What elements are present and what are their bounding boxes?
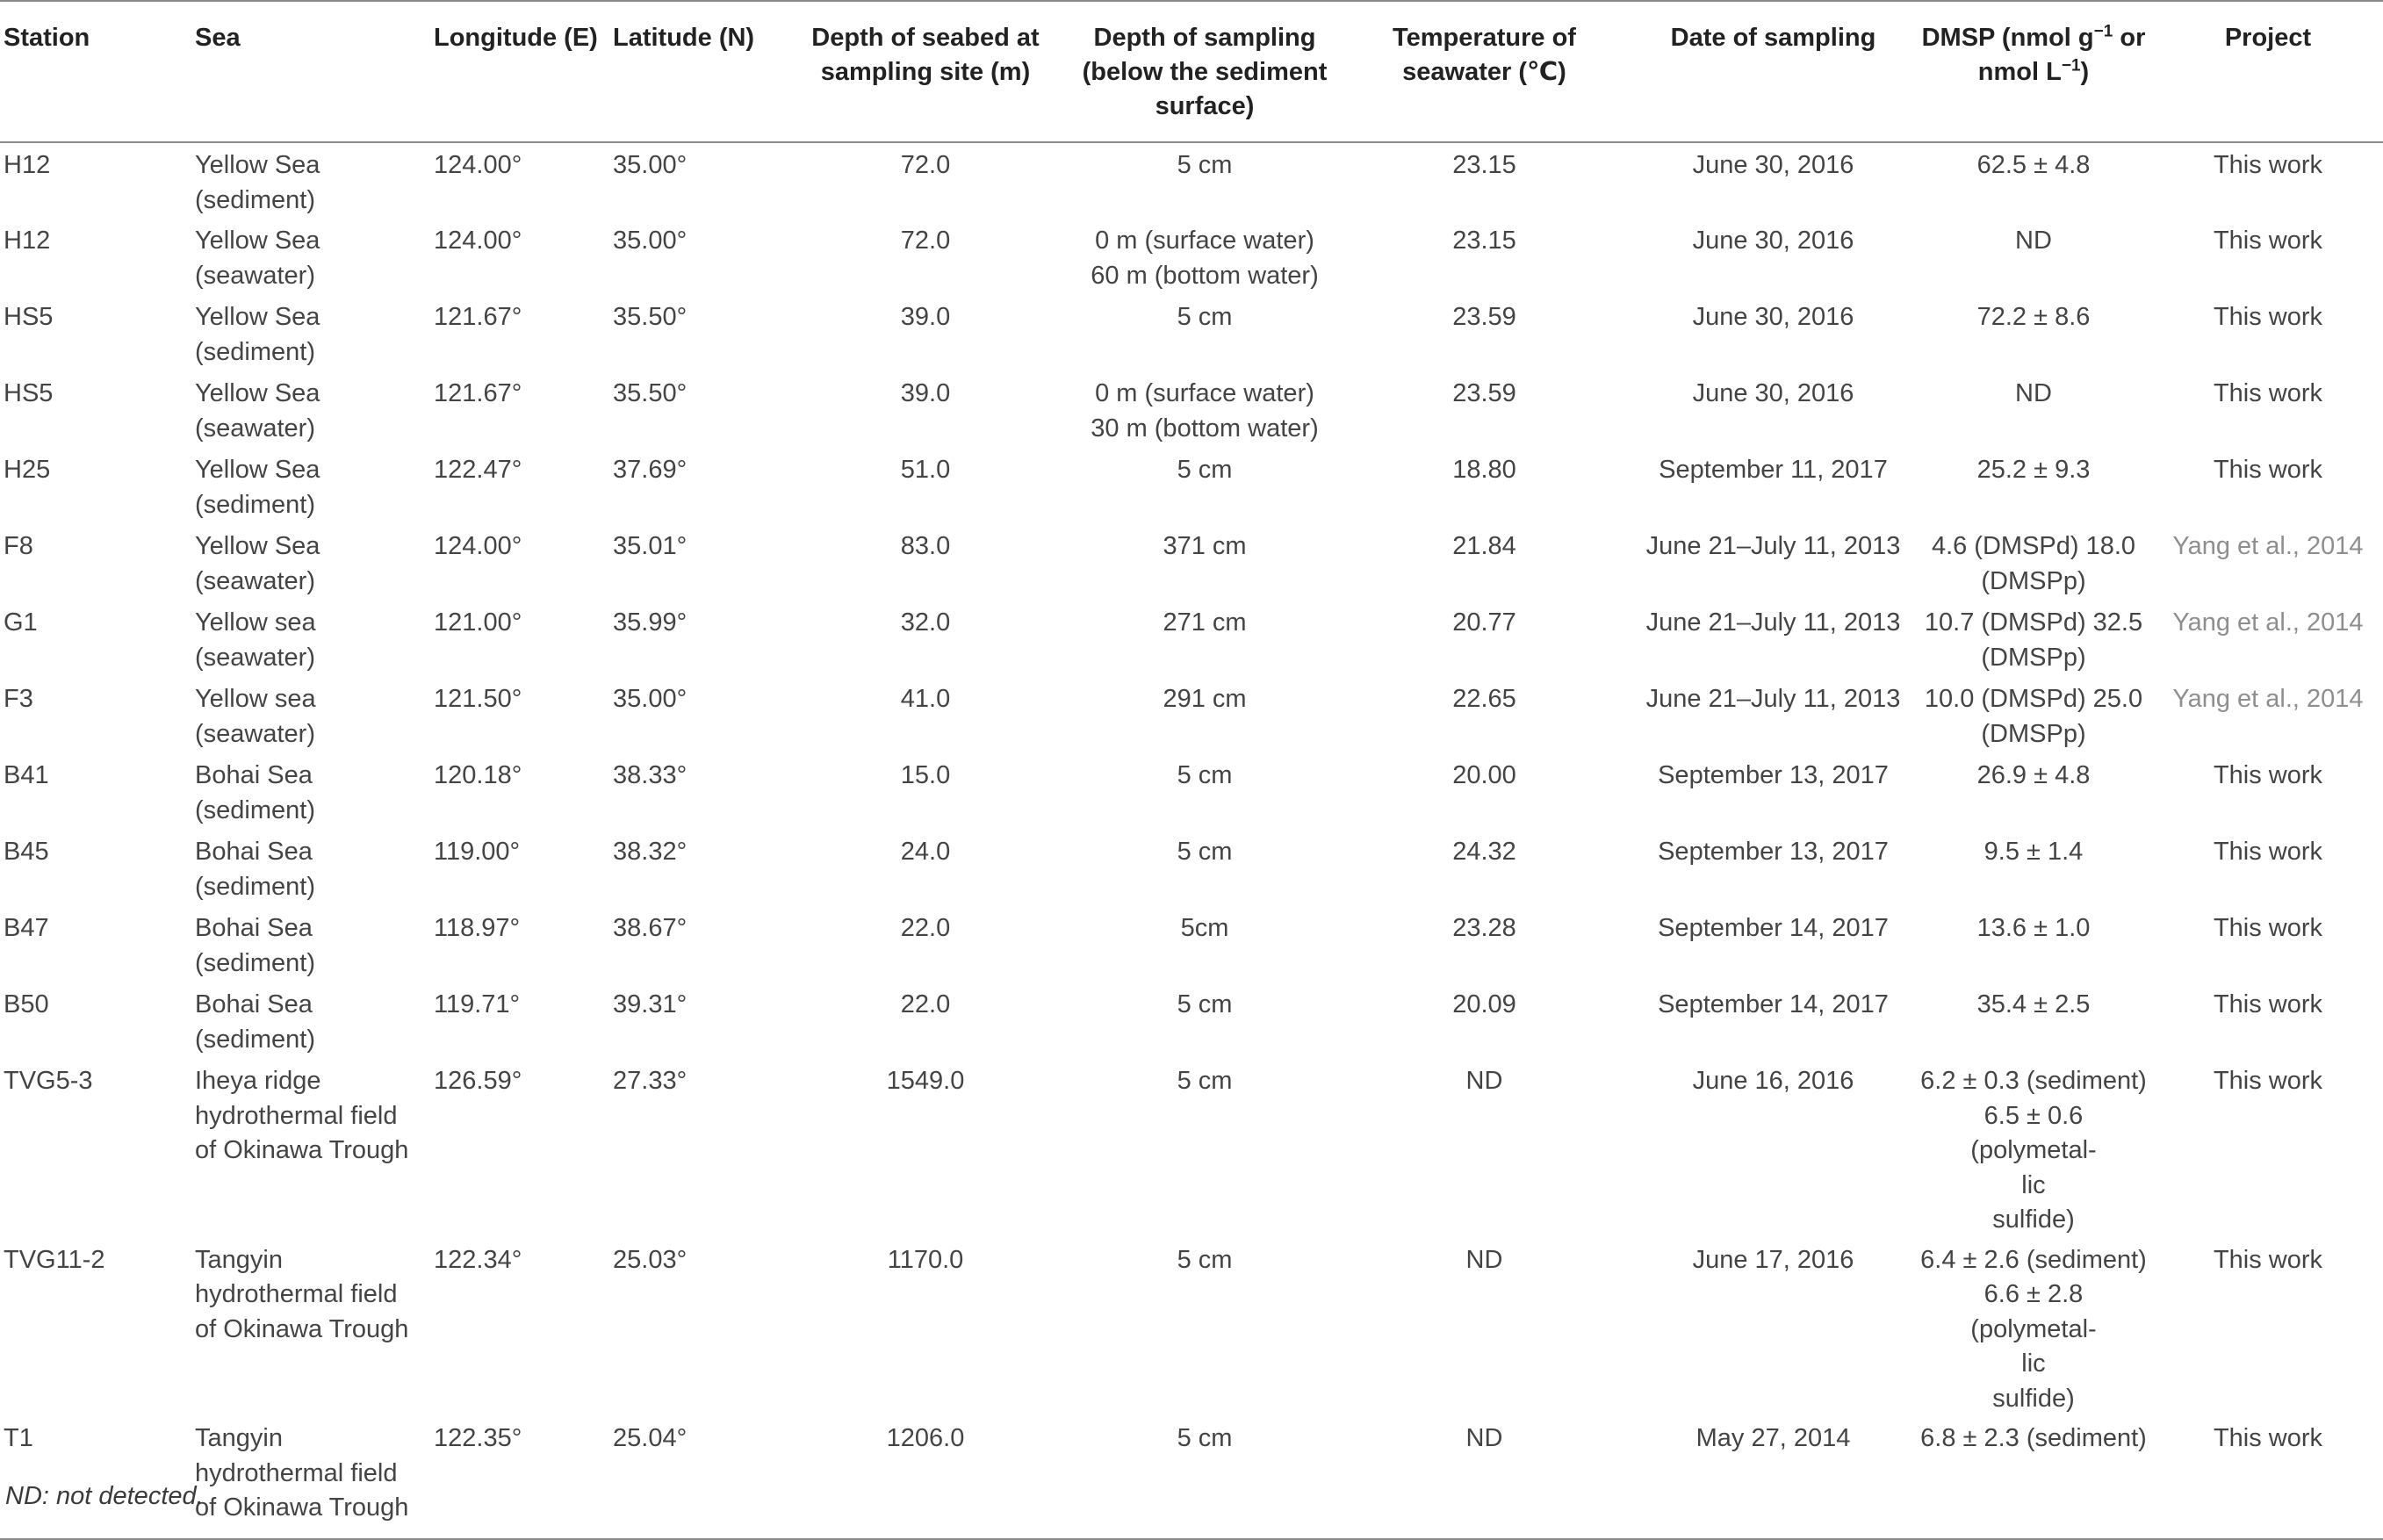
cell-longitude: 121.50° (434, 685, 522, 713)
cell-project: This work (2213, 456, 2323, 484)
cell-station: T1 (0, 1416, 191, 1539)
cell-temperature: 23.59 (1452, 303, 1516, 331)
cell-station: H12 (4, 227, 51, 255)
cell-sampling-depth: 291 cm (1163, 685, 1247, 713)
cell-longitude: 122.34° (434, 1245, 522, 1274)
cell-dmsp: 6.8 ± 2.3 (sediment) (1914, 1416, 2153, 1539)
cell-date: September 13, 2017 (1658, 838, 1889, 866)
cell-temperature: ND (1465, 1067, 1503, 1095)
cell-dmsp: 26.9 ± 4.8 (1976, 761, 2091, 789)
cell-seabed-depth: 1170.0 (887, 1245, 964, 1274)
table-row (0, 830, 2383, 906)
table-row (0, 601, 2383, 677)
cell-sampling-depth: 5 cm (1073, 1416, 1336, 1539)
cell-latitude: 35.50° (613, 379, 688, 407)
cell-sea: Yellow sea (seawater) (195, 685, 316, 748)
cell-latitude: 35.50° (613, 303, 688, 331)
cell-project: This work (2213, 990, 2323, 1018)
cell-sampling-depth: 5 cm (1177, 838, 1233, 866)
cell-station: B45 (4, 838, 49, 866)
cell-sampling-depth: 271 cm (1163, 608, 1247, 637)
cell-longitude: 121.67° (434, 303, 522, 331)
cell-latitude: 37.69° (613, 456, 688, 484)
cell-sampling-depth: 5 cm (1177, 456, 1233, 484)
cell-date: June 30, 2016 (1692, 227, 1854, 255)
cell-dmsp: 10.0 (DMSPd) 25.0 (DMSPp) (1924, 685, 2143, 748)
cell-date: September 14, 2017 (1658, 990, 1889, 1018)
table-row (0, 524, 2383, 601)
cell-dmsp: ND (2015, 227, 2052, 255)
header-seabed-depth: Depth of seabed at sampling site (m) (778, 1, 1073, 142)
cell-station: B50 (4, 990, 49, 1018)
header-temperature: Temperature of seawater (℃) (1336, 1, 1632, 142)
cell-date: June 16, 2016 (1692, 1067, 1854, 1095)
cell-seabed-depth: 15.0 (900, 761, 951, 789)
table-row (0, 982, 2383, 1059)
cell-project: This work (2153, 1416, 2383, 1539)
cell-station: B41 (4, 761, 49, 789)
header-dmsp-sup-2: −1 (2061, 56, 2081, 76)
cell-temperature: 20.77 (1452, 608, 1516, 637)
header-dmsp-mid: or nmol L (1977, 24, 2146, 86)
cell-station: H25 (4, 456, 51, 484)
table-header (0, 1, 2383, 142)
cell-station: G1 (4, 608, 38, 637)
cell-sea: Yellow Sea (seawater) (195, 379, 320, 443)
cell-longitude: 124.00° (434, 151, 522, 179)
cell-seabed-depth: 22.0 (900, 914, 951, 942)
header-latitude: Latitude (N) (609, 1, 778, 142)
cell-project: This work (2213, 838, 2323, 866)
cell-seabed-depth: 72.0 (900, 151, 951, 179)
cell-longitude: 122.47° (434, 456, 522, 484)
cell-seabed-depth: 1206.0 (778, 1416, 1073, 1539)
cell-dmsp: ND (2015, 379, 2052, 407)
header-longitude: Longitude (E) (430, 1, 609, 142)
table-row (0, 677, 2383, 753)
header-project: Project (2153, 1, 2383, 142)
cell-temperature: 24.32 (1452, 838, 1516, 866)
cell-dmsp: 10.7 (DMSPd) 32.5 (DMSPp) (1924, 608, 2143, 672)
cell-temperature: 20.00 (1452, 761, 1516, 789)
cell-date: September 13, 2017 (1658, 761, 1889, 789)
table-body (0, 142, 2383, 1539)
cell-longitude: 119.00° (434, 838, 521, 866)
cell-dmsp: 4.6 (DMSPd) 18.0 (DMSPp) (1931, 532, 2136, 595)
cell-dmsp: 9.5 ± 1.4 (1983, 838, 2084, 866)
cell-station: H12 (4, 151, 51, 179)
cell-latitude: 35.99° (613, 608, 688, 637)
cell-sea: Yellow Sea (seawater) (195, 227, 320, 290)
header-dmsp-sup-1: −1 (2093, 22, 2113, 41)
cell-date: May 27, 2014 (1632, 1416, 1914, 1539)
cell-date: June 17, 2016 (1692, 1245, 1854, 1274)
cell-latitude: 38.32° (613, 838, 688, 866)
cell-latitude: 27.33° (613, 1067, 688, 1095)
cell-station: HS5 (4, 303, 54, 331)
cell-sampling-depth: 5 cm (1177, 1067, 1233, 1095)
cell-project: This work (2213, 379, 2323, 407)
cell-date: September 14, 2017 (1658, 914, 1889, 942)
cell-project: This work (2213, 303, 2323, 331)
table-row (0, 295, 2383, 371)
cell-latitude: 38.33° (613, 761, 688, 789)
table-row (0, 219, 2383, 295)
header-dmsp-suffix: ) (2080, 58, 2090, 86)
cell-project: Yang et al., 2014 (2172, 532, 2364, 560)
cell-dmsp: 6.4 ± 2.6 (sediment) 6.6 ± 2.8 (polymetal- lic sulfide) (1920, 1245, 2147, 1413)
cell-temperature: 23.28 (1452, 914, 1516, 942)
cell-station: B47 (4, 914, 49, 942)
cell-sampling-depth: 5 cm (1177, 1245, 1233, 1274)
cell-latitude: 35.00° (613, 685, 688, 713)
cell-date: June 21–July 11, 2013 (1645, 608, 1901, 637)
cell-sea: Iheya ridge hydrothermal field of Okinawa Trough (195, 1067, 409, 1164)
header-date: Date of sampling (1632, 1, 1914, 142)
cell-project: Yang et al., 2014 (2172, 685, 2364, 713)
cell-sea: Yellow Sea (seawater) (195, 532, 320, 595)
header-sampling-depth: Depth of sampling (below the sediment surface) (1073, 1, 1336, 142)
table-row (0, 1238, 2383, 1417)
cell-station: TVG5-3 (4, 1067, 93, 1095)
cell-project: This work (2213, 761, 2323, 789)
cell-longitude: 121.00° (434, 608, 522, 637)
cell-seabed-depth: 41.0 (900, 685, 951, 713)
table-row (0, 448, 2383, 524)
cell-latitude: 35.00° (613, 151, 688, 179)
cell-station: F8 (4, 532, 33, 560)
table-row (0, 1416, 2383, 1539)
cell-longitude: 121.67° (434, 379, 522, 407)
cell-latitude: 25.03° (613, 1245, 688, 1274)
table-row (0, 753, 2383, 830)
cell-temperature: 23.15 (1452, 151, 1516, 179)
cell-sea: Bohai Sea (sediment) (195, 914, 315, 977)
header-dmsp-prefix: DMSP (nmol g (1921, 24, 2094, 52)
cell-project: This work (2213, 227, 2323, 255)
cell-seabed-depth: 39.0 (900, 379, 951, 407)
cell-date: June 21–July 11, 2013 (1645, 685, 1901, 713)
cell-station: F3 (4, 685, 33, 713)
table-row (0, 1059, 2383, 1238)
cell-sampling-depth: 0 m (surface water) 30 m (bottom water) (1091, 379, 1319, 443)
cell-temperature: 21.84 (1452, 532, 1516, 560)
cell-longitude: 124.00° (434, 532, 522, 560)
cell-temperature: 23.15 (1452, 227, 1516, 255)
cell-dmsp: 35.4 ± 2.5 (1976, 990, 2091, 1018)
cell-sampling-depth: 5 cm (1177, 151, 1233, 179)
header-sea: Sea (191, 1, 430, 142)
cell-project: This work (2213, 151, 2323, 179)
cell-sampling-depth: 371 cm (1163, 532, 1247, 560)
table-row (0, 371, 2383, 448)
cell-latitude: 38.67° (613, 914, 688, 942)
cell-longitude: 119.71° (434, 990, 521, 1018)
cell-temperature: 23.59 (1452, 379, 1516, 407)
header-row (0, 1, 2383, 142)
cell-sea: Yellow sea (seawater) (195, 608, 316, 672)
cell-dmsp: 6.2 ± 0.3 (sediment) 6.5 ± 0.6 (polymetal- lic sulfide) (1920, 1067, 2147, 1234)
cell-sea: Bohai Sea (sediment) (195, 990, 315, 1054)
cell-sampling-depth: 5cm (1180, 914, 1229, 942)
cell-sampling-depth: 5 cm (1177, 990, 1233, 1018)
cell-sampling-depth: 5 cm (1177, 761, 1233, 789)
cell-date: September 11, 2017 (1659, 456, 1888, 484)
cell-temperature: ND (1465, 1245, 1503, 1274)
cell-project: This work (2213, 914, 2323, 942)
cell-temperature: 20.09 (1452, 990, 1516, 1018)
cell-longitude: 126.59° (434, 1067, 522, 1095)
cell-seabed-depth: 22.0 (900, 990, 951, 1018)
cell-longitude: 122.35° (430, 1416, 609, 1539)
cell-station: TVG11-2 (4, 1245, 105, 1274)
cell-sea: Tangyin hydrothermal field of Okinawa Trough (191, 1416, 430, 1539)
cell-temperature: 22.65 (1452, 685, 1516, 713)
cell-sea: Yellow Sea (sediment) (195, 456, 320, 519)
cell-seabed-depth: 72.0 (900, 227, 951, 255)
cell-project: This work (2213, 1245, 2323, 1274)
header-dmsp (1914, 1, 2153, 142)
cell-seabed-depth: 83.0 (900, 532, 951, 560)
cell-station: HS5 (4, 379, 54, 407)
cell-date: June 30, 2016 (1692, 303, 1854, 331)
cell-seabed-depth: 32.0 (900, 608, 951, 637)
cell-project: Yang et al., 2014 (2172, 608, 2364, 637)
cell-temperature: 18.80 (1452, 456, 1516, 484)
cell-latitude: 35.01° (613, 532, 688, 560)
cell-longitude: 124.00° (434, 227, 522, 255)
cell-dmsp: 62.5 ± 4.8 (1976, 151, 2091, 179)
header-station: Station (0, 1, 191, 142)
cell-sea: Yellow Sea (sediment) (195, 151, 320, 214)
cell-project: This work (2213, 1067, 2323, 1095)
cell-sea: Yellow Sea (sediment) (195, 303, 320, 366)
cell-latitude: 35.00° (613, 227, 688, 255)
cell-sampling-depth: 0 m (surface water) 60 m (bottom water) (1091, 227, 1319, 290)
cell-seabed-depth: 39.0 (900, 303, 951, 331)
cell-date: June 30, 2016 (1692, 379, 1854, 407)
cell-seabed-depth: 1549.0 (886, 1067, 965, 1095)
cell-latitude: 25.04° (609, 1416, 778, 1539)
cell-dmsp: 13.6 ± 1.0 (1976, 914, 2091, 942)
cell-sea: Bohai Sea (sediment) (195, 761, 315, 824)
cell-seabed-depth: 51.0 (900, 456, 951, 484)
cell-dmsp: 72.2 ± 8.6 (1976, 303, 2091, 331)
cell-sea: Bohai Sea (sediment) (195, 838, 315, 901)
cell-date: June 21–July 11, 2013 (1645, 532, 1901, 560)
cell-sea: Tangyin hydrothermal field of Okinawa Trough (195, 1245, 409, 1343)
cell-temperature: ND (1336, 1416, 1632, 1539)
cell-sampling-depth: 5 cm (1177, 303, 1233, 331)
cell-seabed-depth: 24.0 (900, 838, 951, 866)
table-row (0, 906, 2383, 982)
cell-longitude: 120.18° (434, 761, 522, 789)
cell-longitude: 118.97° (434, 914, 521, 942)
cell-date: June 30, 2016 (1692, 151, 1854, 179)
table-row (0, 142, 2383, 219)
cell-dmsp: 25.2 ± 9.3 (1976, 456, 2091, 484)
cell-latitude: 39.31° (613, 990, 688, 1018)
table-footnote: ND: not detected. (5, 1482, 204, 1510)
